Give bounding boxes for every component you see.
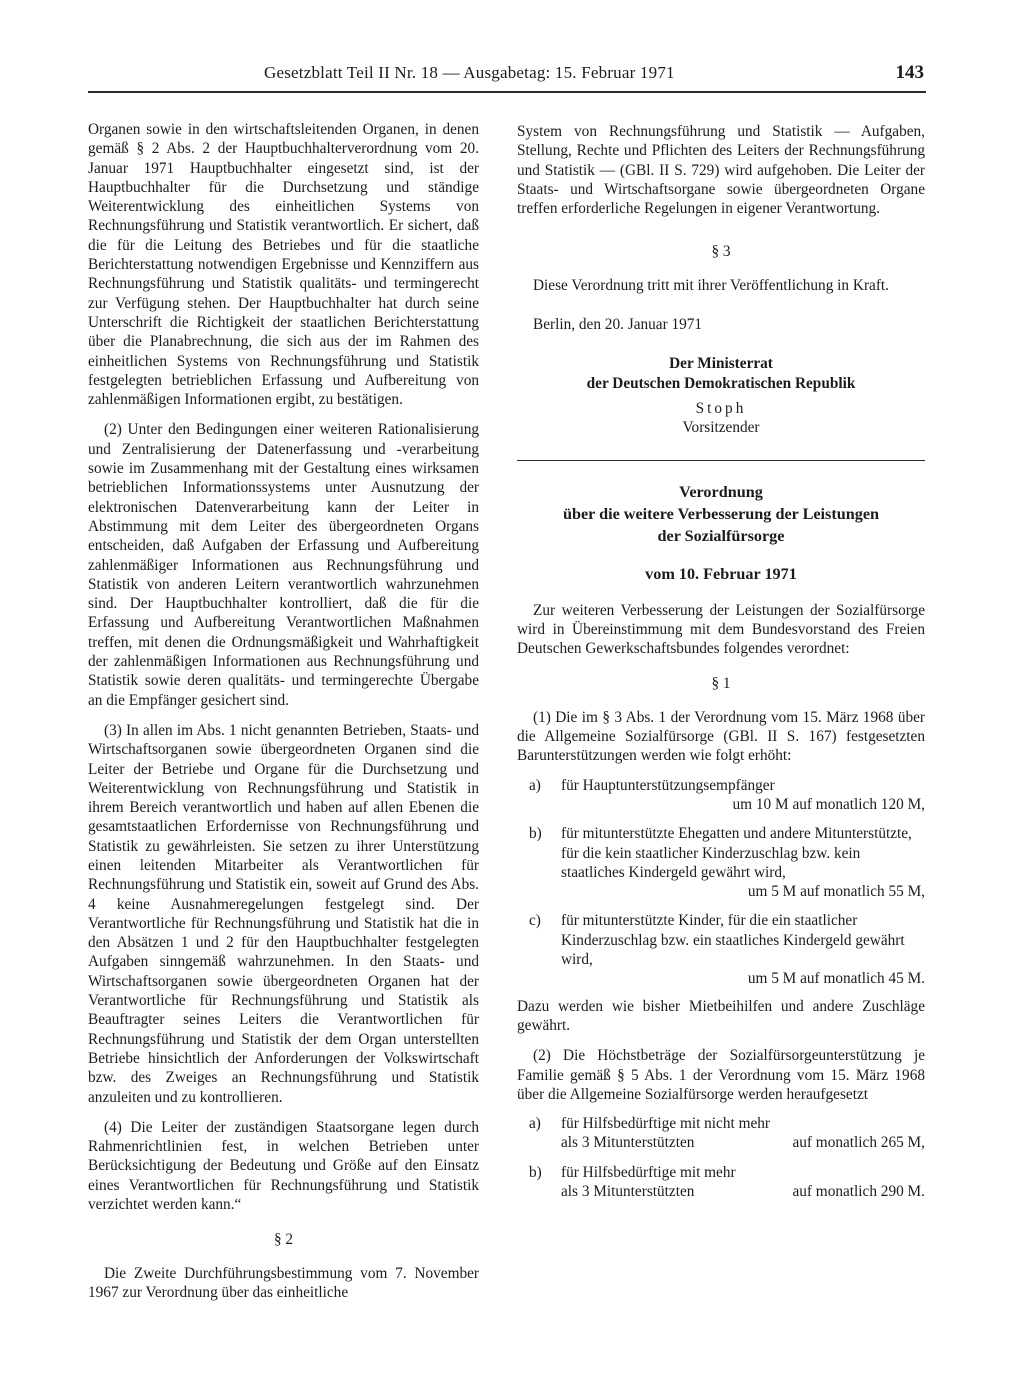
left-column (88, 120, 479, 1302)
section-2-heading: § 2 (273, 1231, 294, 1249)
page-header (264, 63, 924, 89)
paragraph-continued: Organen sowie in den wirtschaftsleitenden Organen, in denen gemäß § 2 Abs. 2 der Hauptbuchhalterverordnung vom 20. Januar 1971 Hauptbuchhalter eingesetzt sind, ist der Hauptbuchhalter für die Durchsetzung und ständige Weiterentwicklung des einheitlichen Systems von Rechnungsführung und Statistik verantwortlich. Er sichert, daß die für die Leitung des Betriebes und für die staatliche Berichterstattung notwendigen Ergebnisse und Kennziffern aus Rechnungsführung und Statistik qualitäts- und termingerecht zur Verfügung stehen. Der Hauptbuchhalter hat durch seine Unterschrift die Richtigkeit der staatlichen Berichterstattung über die Planabrechnung, die sich aus der im Rahmen des einheitlichen Systems von Rechnungsführung und Statistik festgelegten betrieblichen Erfassung und Aufbereitung von zahlenmäßigen Informationen ergibt, zu bestätigen. (88, 121, 479, 409)
section-2-continued: System von Rechnungsführung und Statistik — Aufgaben, Stellung, Rechte und Pflichten des Leiters der Rechnungsführung und Statistik — (GBl. II S. 729) wird aufgehoben. Die Leiter der Staats- und Wirtschaftsorgane sowie übergeordneten Organe treffen erforderliche Regelungen in eigener Verantwortung. (517, 123, 925, 218)
item-text: für mitunterstützte Kinder, für die ein staatlicher Kinderzuschlag bzw. ein staatliches Kindergeld gewährt wird, (561, 912, 905, 969)
page-number: 143 (895, 62, 924, 83)
list-item (517, 776, 925, 815)
item-label: a) (529, 1115, 541, 1133)
header-rule (88, 91, 926, 93)
item-label: b) (529, 1163, 542, 1181)
section-3-text: Diese Verordnung tritt mit ihrer Veröffentlichung in Kraft. (533, 276, 889, 294)
section-1-note: Dazu werden wie bisher Mietbeihilfen und andere Zuschläge gewährt. (517, 997, 925, 1034)
right-column (517, 122, 925, 1201)
signature-name: Stoph (695, 399, 747, 417)
item-label: a) (529, 776, 541, 794)
decree-title: Verordnung (679, 482, 763, 501)
section-separator (517, 460, 925, 461)
item-text: als 3 Mitunterstützten (561, 1134, 695, 1152)
list-item (517, 824, 925, 901)
preamble: Zur weiteren Verbesserung der Leistungen der Sozialfürsorge wird in Übereinstimmung mit dem Bundesvorstand des Freien Deutschen Gewerkschaftsbundes folgendes verordnet: (517, 601, 925, 658)
item-amount: um 5 M auf monatlich 45 M. (747, 970, 925, 988)
section-1-paragraph-1: (1) Die im § 3 Abs. 1 der Verordnung vom 15. März 1968 über die Allgemeine Sozialfürsorge (GBl. II S. 167) festgesetzten Barunterstützungen werden wie folgt erhöht: (517, 708, 925, 765)
item-text: für Hauptunterstützungsempfänger (561, 776, 775, 794)
list-item (517, 1163, 925, 1202)
paragraph-2: (2) Unter den Bedingungen einer weiteren Rationalisierung und Zentralisierung der Datenerfassung und -verarbeitung sowie im Zusammenhang mit der Gestaltung eines wirksamen betrieblichen Informationssystems unter Ausnutzung der elektronischen Datenverarbeitung kann der Leiter in Abstimmung mit dem Leiter des übergeordneten Organs entscheiden, daß Aufgaben der Erfassung und Aufbereitung zahlenmäßiger Informationen aus Rechnungsführung und Statistik von anderen Leitern verantwortlich wahrzunehmen sind. Der Hauptbuchhalter kontrolliert, daß die für die Erfassung und Aufbereitung Verantwortlichen Maßnahmen treffen, mit denen die Ordnungsmäßigkeit und Wahrhaftigkeit der zahlenmäßigen Informationen aus Rechnungsführung und Statistik sowie deren qualitäts- und termingerechte Übergabe an die Empfänger gesichert sind. (88, 421, 479, 709)
item-text: für mitunterstützte Ehegatten und andere Mitunterstützte, für die kein staatlicher Kinderzuschlag bzw. kein staatliches Kindergeld gewährt wird, (561, 825, 912, 881)
paragraph-3: (3) In allen im Abs. 1 nicht genannten Betrieben, Staats- und Wirtschaftsorganen sowie übergeordneten Organen sind die Leiter der Betriebe und Organe für die Durchsetzung und Weiterentwicklung von Rechnungsführung und Statistik in ihrem Bereich verantwortlich und haben auf allen Ebenen die gesamtstaatlichen Erfordernisse von Rechnungsführung und Statistik zu gewährleisten. Sie setzen zu ihrer Unterstützung einen leitenden Mitarbeiter als Verantwortlichen für Rechnungsführung und Statistik ein, soweit auf Grund des Abs. 4 keine Ausnahmeregelungen festgelegt sind. Der Verantwortliche für Rechnungsführung und Statistik hat die in den Absätzen 1 und 2 für den Hauptbuchhalter festgelegten Aufgaben sinngemäß wahrzunehmen. In den Staats- und Wirtschaftsorganen sowie übergeordneten Organen hat der Verantwortliche für Rechnungsführung und Statistik als Beauftragter seines Leiters die Verantwortlichen für Rechnungsführung und Statistik der dem Organ unterstellten Betriebe hinsichtlich der Anforderungen der Volkswirtschaft bzw. des Zweiges an Rechnungsführung und Statistik anzuleiten und zu kontrollieren. (88, 721, 479, 1106)
paragraph-4: (4) Die Leiter der zuständigen Staatsorgane legen durch Rahmenrichtlinien fest, in welchen Betrieben unter Berücksichtigung der Bedeutung und Größe auf den Einsatz eines Verantwortlichen für Rechnungsführung und Statistik verzichtet werden kann.“ (88, 1118, 479, 1214)
signature-role: Vorsitzender (682, 419, 760, 437)
list-item (517, 911, 925, 988)
list-item (517, 1114, 925, 1153)
item-amount: auf monatlich 265 M, (792, 1134, 925, 1152)
section-1-paragraph-2: (2) Die Höchstbeträge der Sozialfürsorgeunterstützung je Familie gemäß § 5 Abs. 1 der Verordnung vom 15. März 1968 über die Allgemeine Sozialfürsorge werden heraufgesetzt (517, 1047, 925, 1103)
decree-date: vom 10. Februar 1971 (645, 564, 797, 583)
item-label: b) (529, 825, 542, 843)
item-amount: um 5 M auf monatlich 55 M, (747, 883, 925, 901)
item-amount: auf monatlich 290 M. (792, 1182, 925, 1200)
signature-org-1: Der Ministerrat (669, 355, 773, 373)
place-date: Berlin, den 20. Januar 1971 (533, 316, 703, 334)
header-title: Gesetzblatt Teil II Nr. 18 — Ausgabetag: 15. Februar 1971 (264, 63, 675, 82)
decree-title-line-3: der Sozialfürsorge (657, 526, 785, 545)
item-text: für Hilfsbedürftige mit nicht mehr (561, 1115, 771, 1133)
item-label: c) (529, 912, 541, 930)
section-2-text: Die Zweite Durchführungsbestimmung vom 7. November 1967 zur Verordnung über das einheitliche (88, 1264, 479, 1301)
section-1-heading: § 1 (711, 675, 731, 693)
item-amount: um 10 M auf monatlich 120 M, (732, 795, 925, 813)
section-3-heading: § 3 (711, 243, 731, 261)
item-text: als 3 Mitunterstützten (561, 1182, 695, 1200)
decree-title-line-2: über die weitere Verbesserung der Leistungen (562, 504, 880, 523)
signature-org-2: der Deutschen Demokratischen Republik (586, 374, 856, 392)
item-text: für Hilfsbedürftige mit mehr (561, 1163, 736, 1181)
